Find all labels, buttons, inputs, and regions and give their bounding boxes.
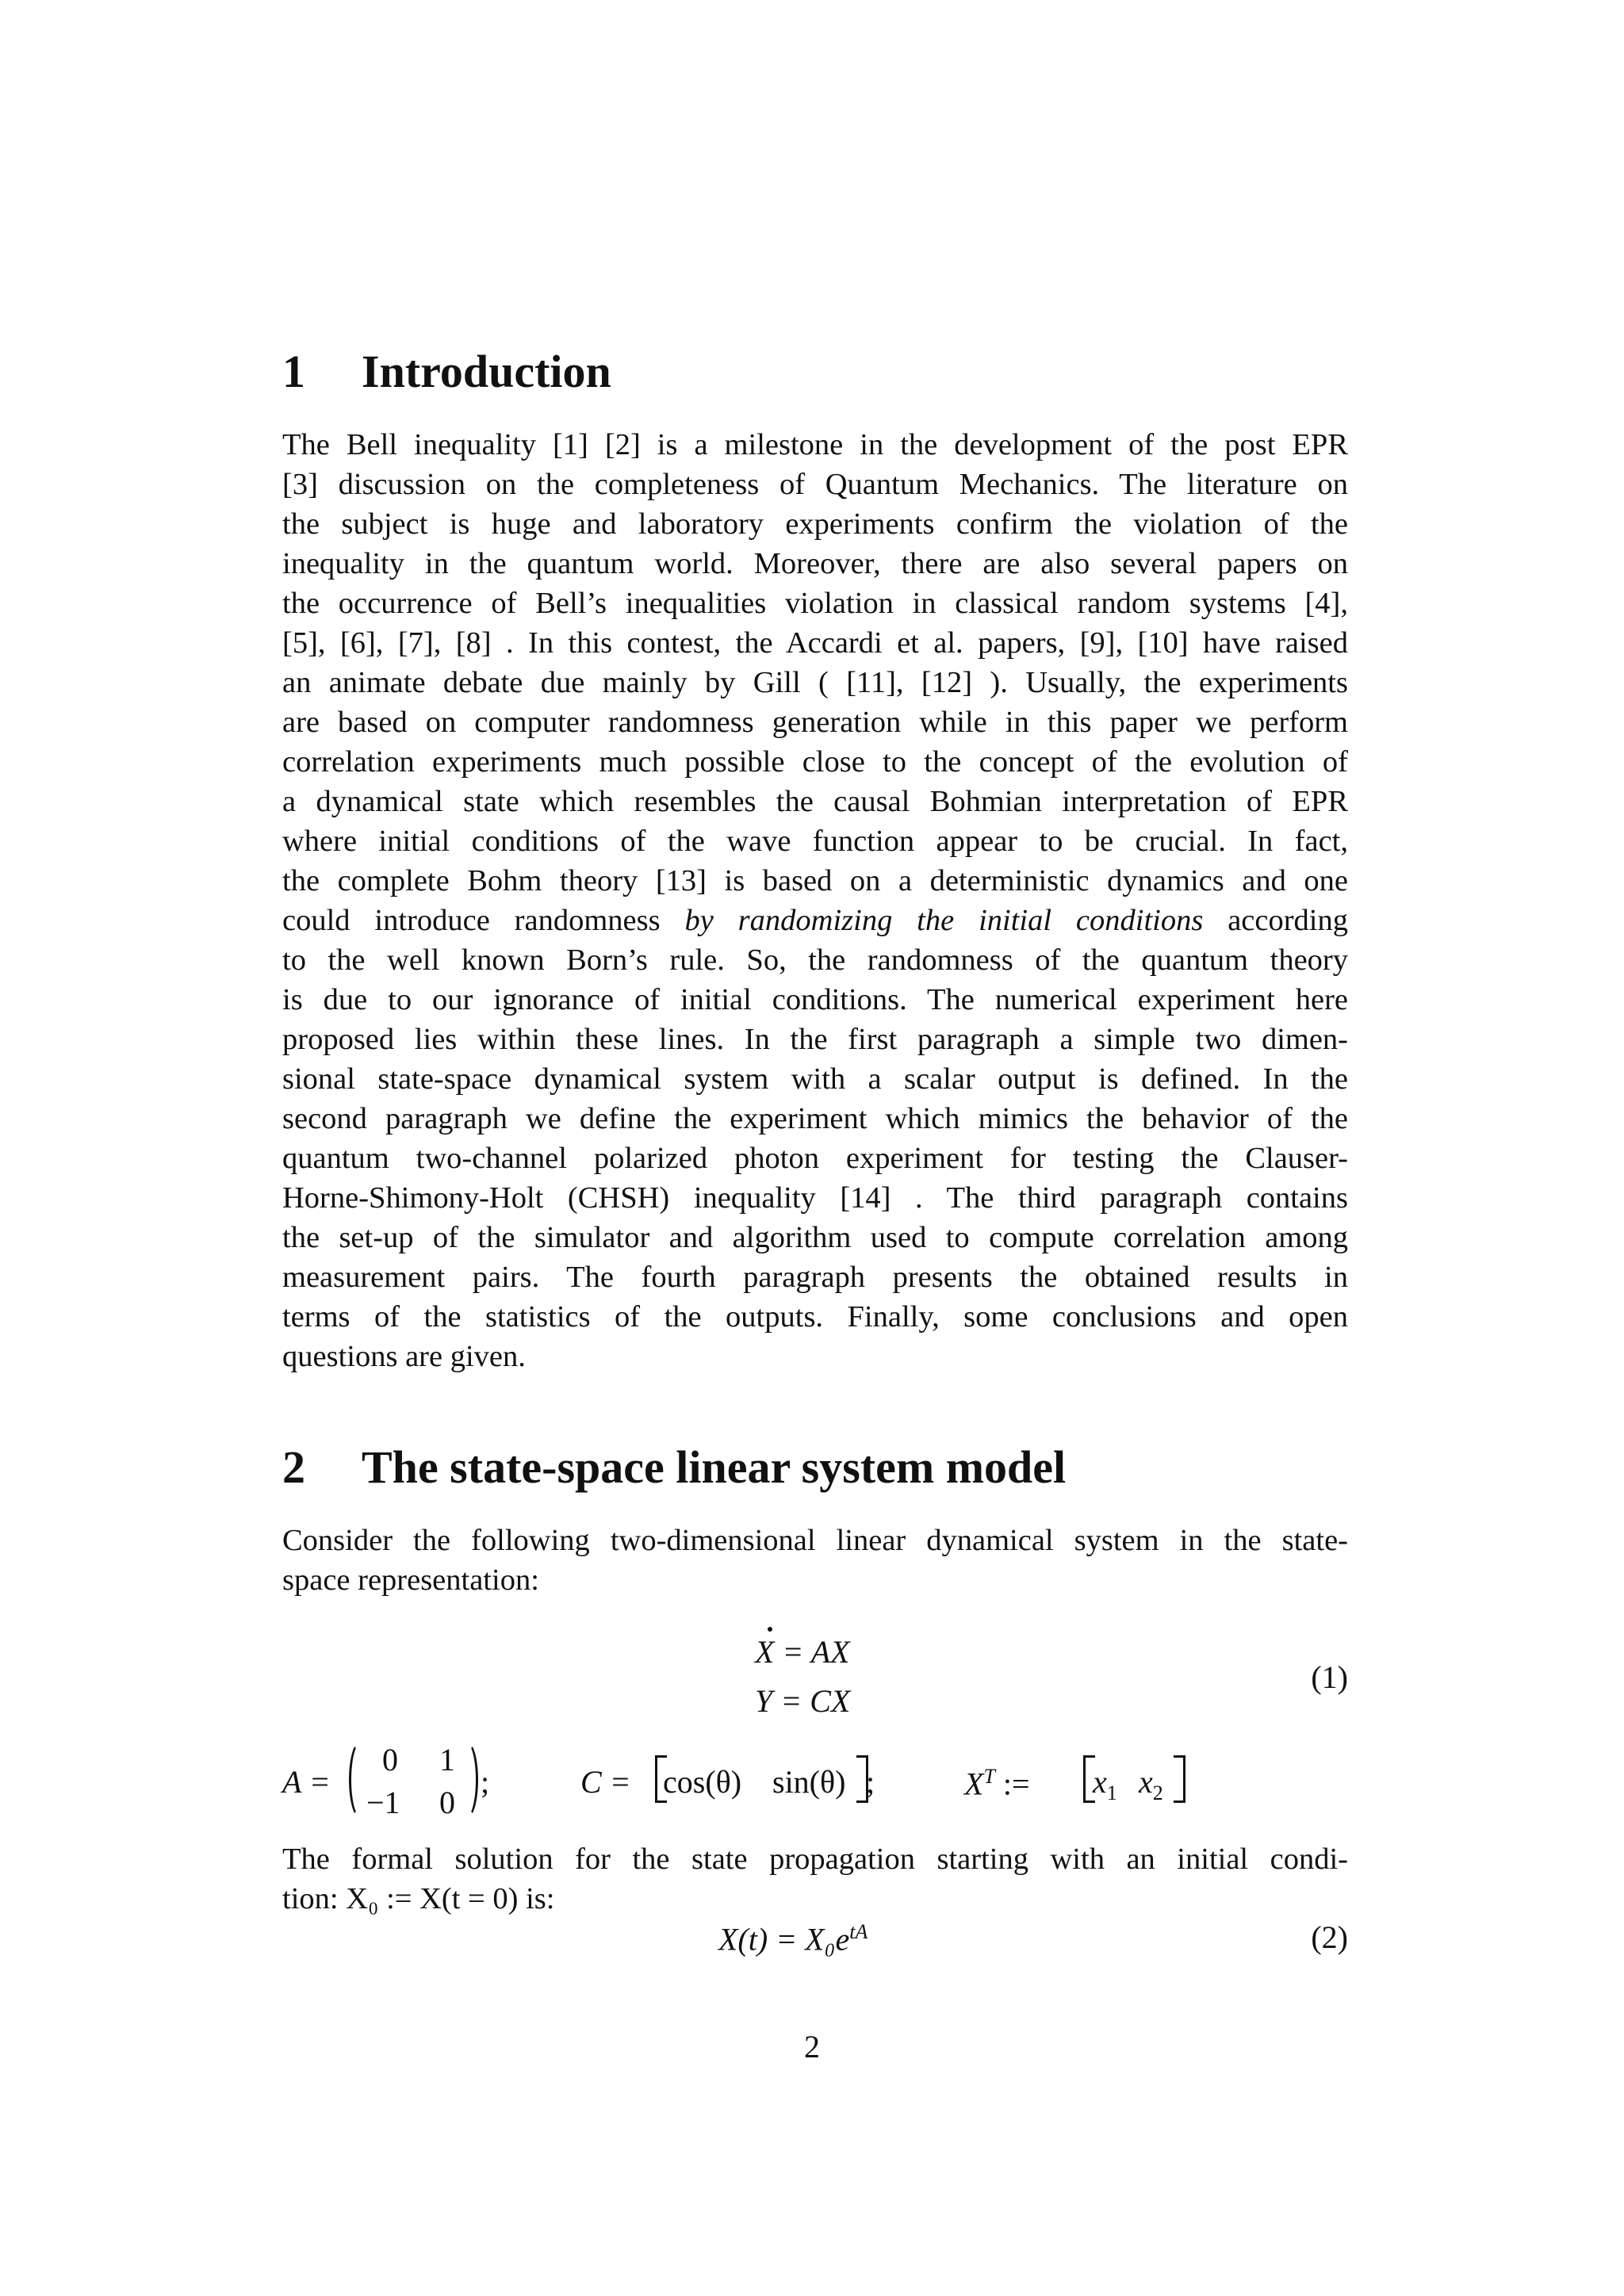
xt-label-text: X [964, 1766, 984, 1802]
intro-line: proposed lies within these lines. In the first paragraph a simple two dimen- [282, 1023, 1348, 1056]
section-2-number: 2 [282, 1441, 305, 1493]
intro-line: The Bell inequality [1] [2] is a milestone in the development of the post EPR [282, 428, 1348, 461]
section-2-line: Consider the following two-dimensional linear dynamical system in the state- [282, 1524, 1348, 1557]
xt-entry-2 [1139, 1766, 1163, 1804]
intro-line: to the well known Born’s rule. So, the randomness of the quantum theory [282, 943, 1348, 977]
intro-line: where initial conditions of the wave function appear to be crucial. In fact, [282, 825, 1348, 858]
right-bracket [1174, 1755, 1185, 1803]
c-label-text: C = [580, 1764, 631, 1800]
intro-line: [5], [6], [7], [8] . In this contest, the Accardi et al. papers, [9], [10] have raised [282, 626, 1348, 660]
equation-1-line-1 [755, 1636, 850, 1668]
intro-line: quantum two-channel polarized photon experiment for testing the Clauser- [282, 1142, 1348, 1175]
eq1-text: X = AX [755, 1634, 850, 1670]
section-1-number: 1 [282, 346, 305, 397]
emphasis-text: by randomizing the initial conditions [684, 904, 1204, 937]
intro-line: questions are given. [282, 1340, 526, 1373]
eq1-text: Y = CX [755, 1683, 851, 1719]
eq2-superscript: tA [849, 1920, 868, 1943]
intro-line: the occurrence of Bell’s inequalities violation in classical random systems [4], [282, 587, 1348, 620]
intro-line: is due to our ignorance of initial conditions. The numerical experiment here [282, 983, 1348, 1016]
intro-line: an animate debate due mainly by Gill ( [11], [12] ). Usually, the experiments [282, 666, 1348, 699]
matrix-a-label [282, 1766, 331, 1798]
introduction-paragraph [282, 425, 1348, 1376]
xt-entry-sub: 2 [1152, 1781, 1163, 1804]
c-label [580, 1766, 631, 1798]
xt-superscript: T [983, 1765, 995, 1788]
intro-line: Horne-Shimony-Holt (CHSH) inequality [14] . The third paragraph contains [282, 1181, 1348, 1215]
matrix-a-entry: 0 [439, 1785, 455, 1820]
intro-line: the complete Bohm theory [13] is based on a deterministic dynamics and one [282, 864, 1348, 897]
semicolon: ; [866, 1764, 875, 1800]
section-2-title: The state-space linear system model [362, 1441, 1067, 1493]
solution-line: The formal solution for the state propagation starting with an initial condi- [282, 1843, 1348, 1876]
section-2-heading [282, 1441, 1067, 1493]
eq2-text: X(t) = X₀e [718, 1921, 850, 1957]
intro-text: could introduce randomness [282, 904, 661, 937]
semicolon: ; [481, 1764, 490, 1800]
intro-line: inequality in the quantum world. Moreover, there are also several papers on [282, 547, 1348, 580]
intro-line-with-emphasis [282, 901, 1348, 940]
intro-line: the set-up of the simulator and algorithm used to compute correlation among [282, 1221, 1348, 1254]
c-entry-sin: sin(θ) [772, 1764, 846, 1800]
time-derivative-dot [768, 1627, 772, 1632]
section-2-intro [282, 1521, 1348, 1600]
equation-2 [718, 1922, 868, 1955]
intro-line: [3] discussion on the completeness of Quantum Mechanics. The literature on [282, 468, 1348, 501]
section-2-line: space representation: [282, 1563, 539, 1597]
intro-text: according [1228, 904, 1349, 937]
intro-line: sional state-space dynamical system with a scalar output is defined. In the [282, 1062, 1348, 1096]
intro-line: a dynamical state which resembles the causal Bohmian interpretation of EPR [282, 785, 1348, 818]
solution-paragraph [282, 1839, 1348, 1919]
solution-line: tion: X₀ := X(t = 0) is: [282, 1882, 555, 1915]
matrix-a-entry: 1 [439, 1742, 455, 1777]
intro-line: correlation experiments much possible close to the concept of the evolution of [282, 745, 1348, 779]
c-entry-cos: cos(θ) [663, 1764, 742, 1800]
section-1-title: Introduction [362, 346, 611, 397]
right-parenthesis [455, 1741, 478, 1819]
xt-label [964, 1766, 1030, 1800]
intro-line: are based on computer randomness generation while in this paper we perform [282, 706, 1348, 739]
page-number: 2 [804, 2029, 820, 2064]
section-1-heading [282, 346, 611, 397]
matrix-a-entry: 0 [382, 1742, 398, 1777]
intro-line: second paragraph we define the experiment which mimics the behavior of the [282, 1102, 1348, 1135]
matrix-a-entry: −1 [366, 1785, 400, 1820]
assign-operator: := [1002, 1766, 1030, 1802]
intro-line: terms of the statistics of the outputs. Finally, some conclusions and open [282, 1300, 1348, 1334]
intro-line: the subject is huge and laboratory experiments confirm the violation of the [282, 507, 1348, 541]
intro-line: measurement pairs. The fourth paragraph presents the obtained results in [282, 1261, 1348, 1294]
equation-1-number: (1) [1311, 1659, 1348, 1695]
xt-entry-sub: 1 [1106, 1781, 1117, 1804]
xt-entry-1 [1093, 1766, 1117, 1804]
equation-2-number: (2) [1311, 1919, 1348, 1955]
xt-entry-var: x [1139, 1764, 1153, 1800]
xt-entry-var: x [1093, 1764, 1107, 1800]
matrix-a-label-text: A = [282, 1764, 331, 1800]
equation-1-line-2 [755, 1683, 851, 1719]
